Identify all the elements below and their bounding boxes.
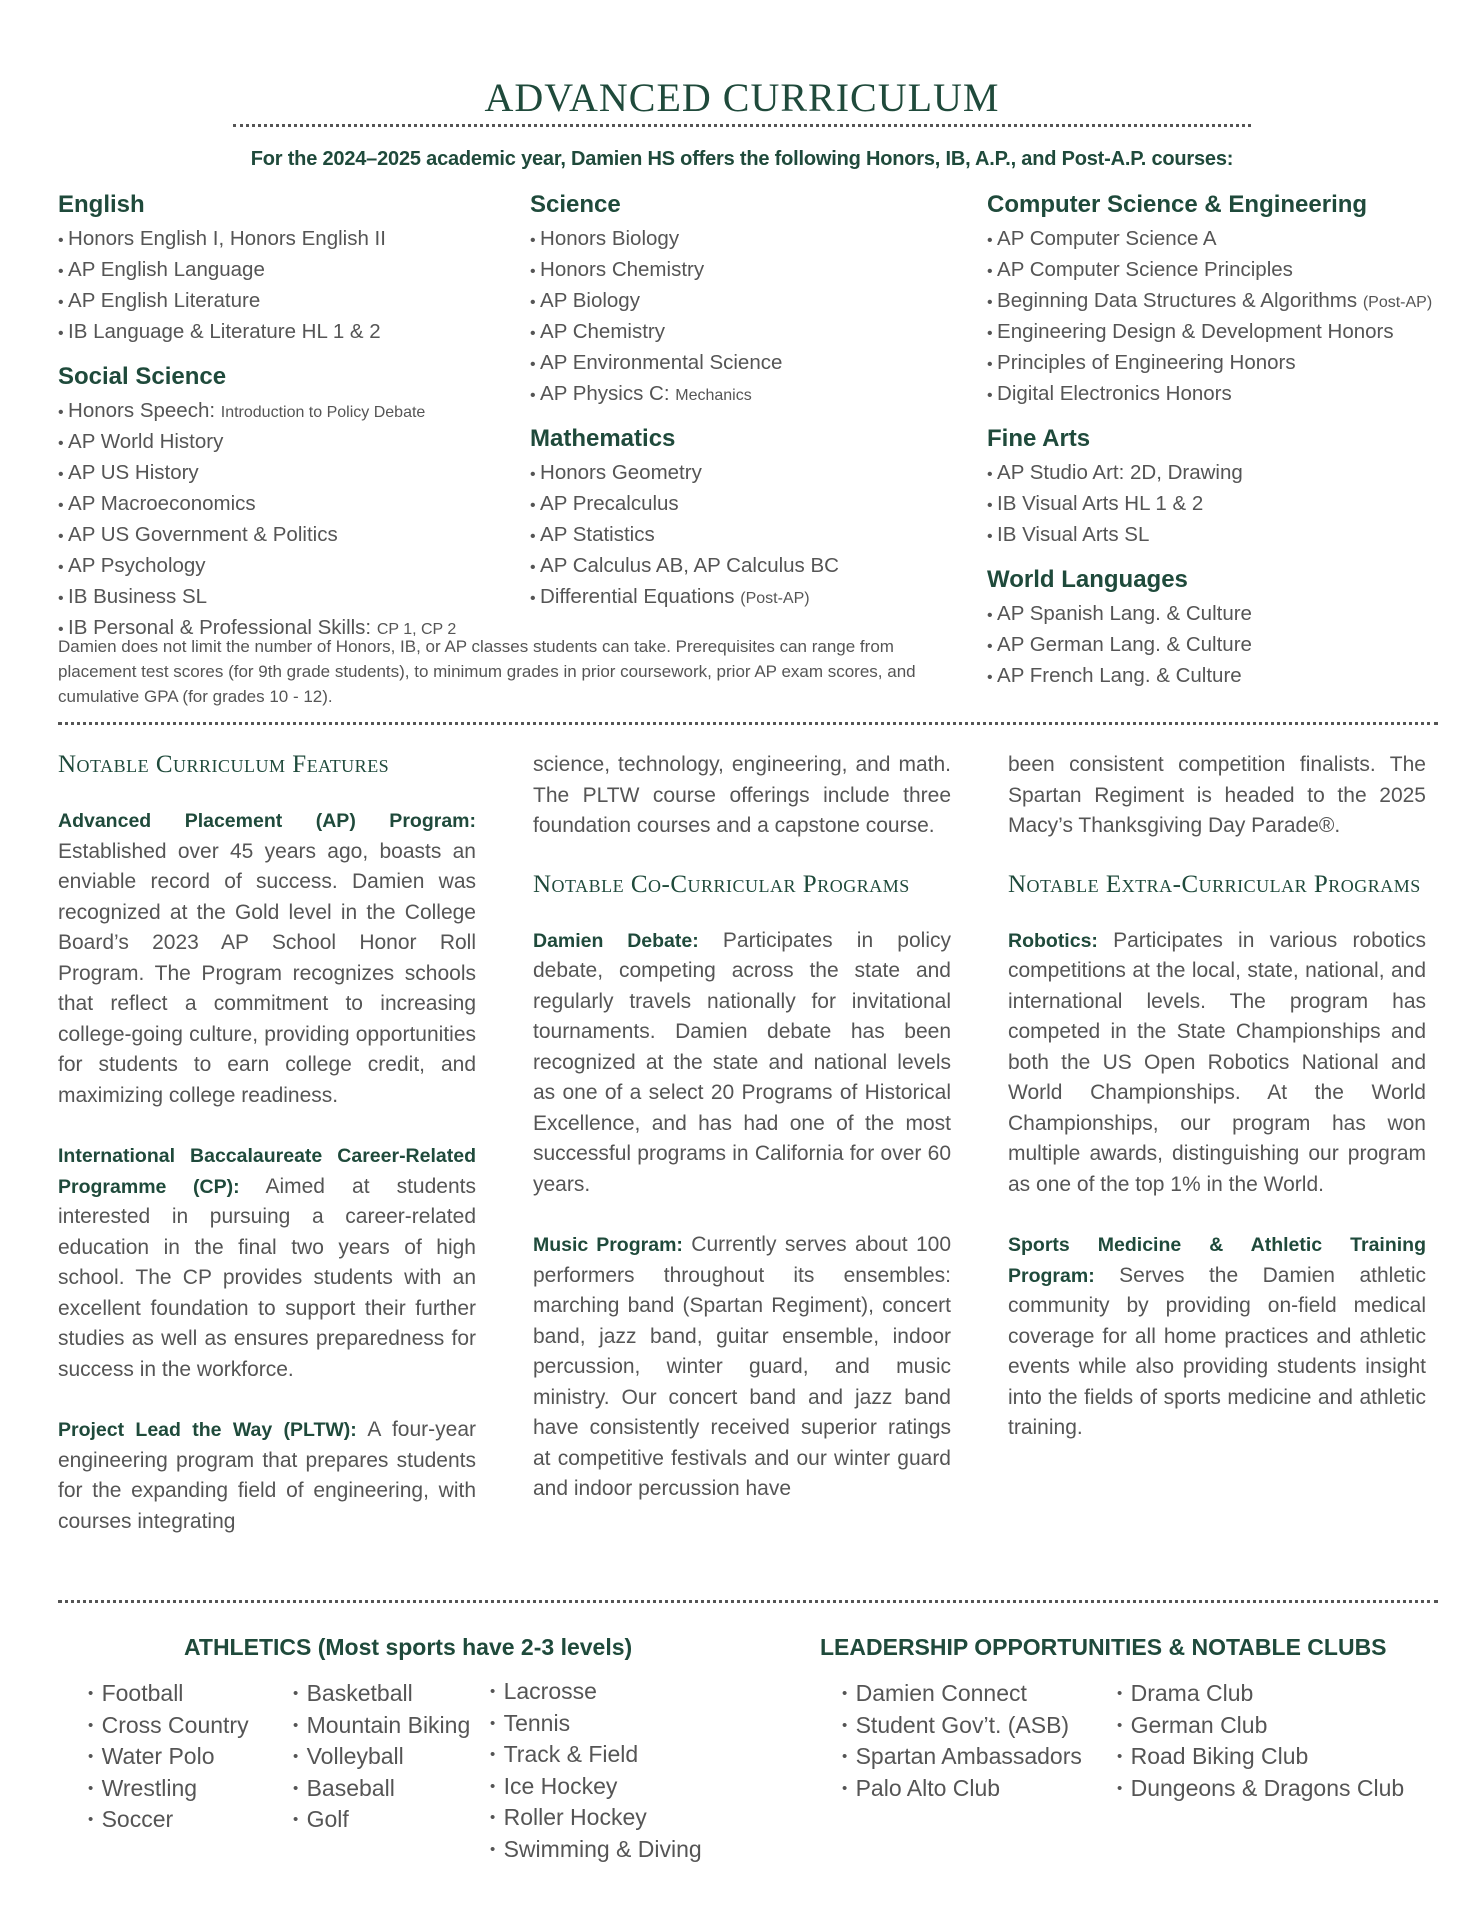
list-item: • Dungeons & Dragons Club xyxy=(1117,1773,1404,1805)
list-item: • Roller Hockey xyxy=(490,1802,702,1834)
fine-arts-list xyxy=(987,458,1457,551)
section-divider xyxy=(58,722,1438,725)
extra-curricular-heading: Notable Extra-Curricular Programs xyxy=(1008,870,1421,898)
page-title: ADVANCED CURRICULUM xyxy=(484,75,1000,120)
title-divider xyxy=(233,124,1251,127)
list-item: • Mountain Biking xyxy=(293,1710,470,1742)
mathematics-list xyxy=(530,458,970,613)
list-item: • AP US History xyxy=(58,458,518,489)
list-item: • AP Computer Science Principles xyxy=(987,255,1457,286)
list-item: • AP US Government & Politics xyxy=(58,520,518,551)
ibcp-paragraph: International Baccalaureate Career-Related Programme (CP): Aimed at students interested in pursuing a career-related education in the final two years of high school. The CP provides students with an excellent foundation to support their further studies as well as ensures preparedness for success in the workforce. xyxy=(58,1145,476,1381)
social-science-heading: Social Science xyxy=(58,363,227,390)
leadership-heading: LEADERSHIP OPPORTUNITIES & NOTABLE CLUBS xyxy=(820,1634,1387,1660)
world-languages-heading: World Languages xyxy=(987,566,1188,593)
list-item: • Spartan Ambassadors xyxy=(842,1741,1082,1773)
list-item: • AP Biology xyxy=(530,286,970,317)
list-item: • AP Spanish Lang. & Culture xyxy=(987,599,1457,630)
list-item: • AP Physics C: Mechanics xyxy=(530,379,970,410)
social-science-list xyxy=(58,396,518,644)
list-item: • AP Statistics xyxy=(530,520,970,551)
debate-paragraph: Damien Debate: Participates in policy debate, competing across the state and regularly travels nationally for invitational tournaments. Damien debate has been recognized at the state and national levels as one of a select 20 Programs of Historical Excellence, and has had one of the most successful programs in California for over 60 years. xyxy=(533,928,951,1196)
list-item: • Football xyxy=(88,1678,249,1710)
list-item: • Track & Field xyxy=(490,1739,702,1771)
list-item: • Digital Electronics Honors xyxy=(987,379,1457,410)
list-item: • Water Polo xyxy=(88,1741,249,1773)
athletics-heading: ATHLETICS (Most sports have 2-3 levels) xyxy=(184,1634,633,1660)
list-item: • IB Personal & Professional Skills: CP 1, CP 2 xyxy=(58,613,518,644)
intro-text: For the 2024–2025 academic year, Damien HS offers the following Honors, IB, A.P., and Post-A.P. courses: xyxy=(250,148,1234,170)
features-column-3 xyxy=(1008,750,1426,1444)
list-item: • Tennis xyxy=(490,1708,702,1740)
athletics-list-1 xyxy=(88,1678,249,1836)
list-item: • Differential Equations (Post-AP) xyxy=(530,582,970,613)
list-item: • Lacrosse xyxy=(490,1676,702,1708)
fine-arts-heading: Fine Arts xyxy=(987,425,1091,452)
list-item: • AP English Language xyxy=(58,255,518,286)
list-item: • Honors Chemistry xyxy=(530,255,970,286)
list-item: • AP Chemistry xyxy=(530,317,970,348)
leadership-list-1 xyxy=(842,1678,1082,1804)
list-item: • IB Language & Literature HL 1 & 2 xyxy=(58,317,518,348)
list-item: • German Club xyxy=(1117,1710,1404,1742)
courses-column-1 xyxy=(58,190,518,658)
list-item: • Baseball xyxy=(293,1773,470,1805)
features-column-2 xyxy=(533,750,951,1505)
list-item: • IB Business SL xyxy=(58,582,518,613)
list-item: • Drama Club xyxy=(1117,1678,1404,1710)
section-divider xyxy=(58,1600,1438,1603)
cs-engineering-list xyxy=(987,224,1457,410)
list-item: • Student Gov’t. (ASB) xyxy=(842,1710,1082,1742)
list-item: • AP French Lang. & Culture xyxy=(987,661,1457,692)
music-paragraph: Music Program: Currently serves about 100 performers throughout its ensembles: marching band (Spartan Regiment), concert band, jazz band, guitar ensemble, indoor percussion, winter guard, and music ministry. Our concert band and jazz band have consistently received superior ratings at competitive festivals and our winter guard and indoor percussion have xyxy=(533,1233,951,1500)
list-item: • AP Calculus AB, AP Calculus BC xyxy=(530,551,970,582)
list-item: • Principles of Engineering Honors xyxy=(987,348,1457,379)
athletics-list-2 xyxy=(293,1678,470,1836)
features-column-1 xyxy=(58,750,476,1537)
list-item: • AP Psychology xyxy=(58,551,518,582)
co-curricular-heading: Notable Co-Curricular Programs xyxy=(533,870,910,898)
cs-engineering-heading: Computer Science & Engineering xyxy=(987,191,1368,218)
list-item: • Basketball xyxy=(293,1678,470,1710)
list-item: • IB Visual Arts SL xyxy=(987,520,1457,551)
list-item: • Swimming & Diving xyxy=(490,1834,702,1866)
list-item: • Volleyball xyxy=(293,1741,470,1773)
list-item: • AP Macroeconomics xyxy=(58,489,518,520)
robotics-paragraph: Robotics: Participates in various robotics competitions at the local, state, national, and international levels. The program has competed in the State Championships and both the US Open Robotics National and World Championships. At the World Championships, our program has won multiple awards, distinguishing our program as one of the top 1% in the World. xyxy=(1008,928,1426,1196)
prerequisite-note: Damien does not limit the number of Honors, IB, or AP classes students can take. Prerequisites can range from placement test scores (for 9th grade students), to minimum grades in prior coursework, prior AP exam scores, and cumulative GPA (for grades 10 - 12). xyxy=(58,637,916,706)
list-item: • IB Visual Arts HL 1 & 2 xyxy=(987,489,1457,520)
pltw-paragraph-continued: science, technology, engineering, and math. The PLTW course offerings include three foundation courses and a capstone course. xyxy=(533,753,951,837)
sports-medicine-paragraph: Sports Medicine & Athletic Training Program: Serves the Damien athletic community by providing on-field medical coverage for all home practices and athletic events while also providing students insight into the fields of sports medicine and athletic training. xyxy=(1008,1234,1426,1439)
list-item: • Wrestling xyxy=(88,1773,249,1805)
list-item: • AP Computer Science A xyxy=(987,224,1457,255)
courses-column-3 xyxy=(987,190,1457,706)
list-item: • Honors Speech: Introduction to Policy Debate xyxy=(58,396,518,427)
science-list xyxy=(530,224,970,410)
english-list xyxy=(58,224,518,348)
mathematics-heading: Mathematics xyxy=(530,425,676,452)
list-item: • Honors Biology xyxy=(530,224,970,255)
athletics-list-3 xyxy=(490,1676,702,1865)
list-item: • Engineering Design & Development Honors xyxy=(987,317,1457,348)
list-item: • AP Studio Art: 2D, Drawing xyxy=(987,458,1457,489)
list-item: • Beginning Data Structures & Algorithms (Post-AP) xyxy=(987,286,1457,317)
list-item: • Soccer xyxy=(88,1804,249,1836)
courses-column-2 xyxy=(530,190,970,627)
music-paragraph-continued: been consistent competition finalists. The Spartan Regiment is headed to the 2025 Macy’s Thanksgiving Day Parade®. xyxy=(1008,753,1426,837)
ap-program-paragraph: Advanced Placement (AP) Program: Established over 45 years ago, boasts an enviable record of success. Damien was recognized at the Gold level in the College Board’s 2023 AP School Honor Roll Program. The Program recognizes schools that reflect a commitment to increasing college-going culture, providing opportunities for students to earn college credit, and maximizing college readiness. xyxy=(58,810,476,1107)
list-item: • Honors Geometry xyxy=(530,458,970,489)
curriculum-features-heading: Notable Curriculum Features xyxy=(58,751,390,778)
list-item: • Cross Country xyxy=(88,1710,249,1742)
list-item: • Golf xyxy=(293,1804,470,1836)
world-languages-list xyxy=(987,599,1457,692)
list-item: • AP Environmental Science xyxy=(530,348,970,379)
list-item: • AP German Lang. & Culture xyxy=(987,630,1457,661)
leadership-list-2 xyxy=(1117,1678,1404,1804)
list-item: • Palo Alto Club xyxy=(842,1773,1082,1805)
list-item: • Honors English I, Honors English II xyxy=(58,224,518,255)
science-heading: Science xyxy=(530,191,621,218)
list-item: • Road Biking Club xyxy=(1117,1741,1404,1773)
list-item: • AP English Literature xyxy=(58,286,518,317)
list-item: • AP Precalculus xyxy=(530,489,970,520)
list-item: • Damien Connect xyxy=(842,1678,1082,1710)
english-heading: English xyxy=(58,191,145,218)
list-item: • AP World History xyxy=(58,427,518,458)
list-item: • Ice Hockey xyxy=(490,1771,702,1803)
pltw-paragraph: Project Lead the Way (PLTW): A four-year engineering program that prepares students for the expanding field of engineering, with courses integrating xyxy=(58,1418,476,1533)
